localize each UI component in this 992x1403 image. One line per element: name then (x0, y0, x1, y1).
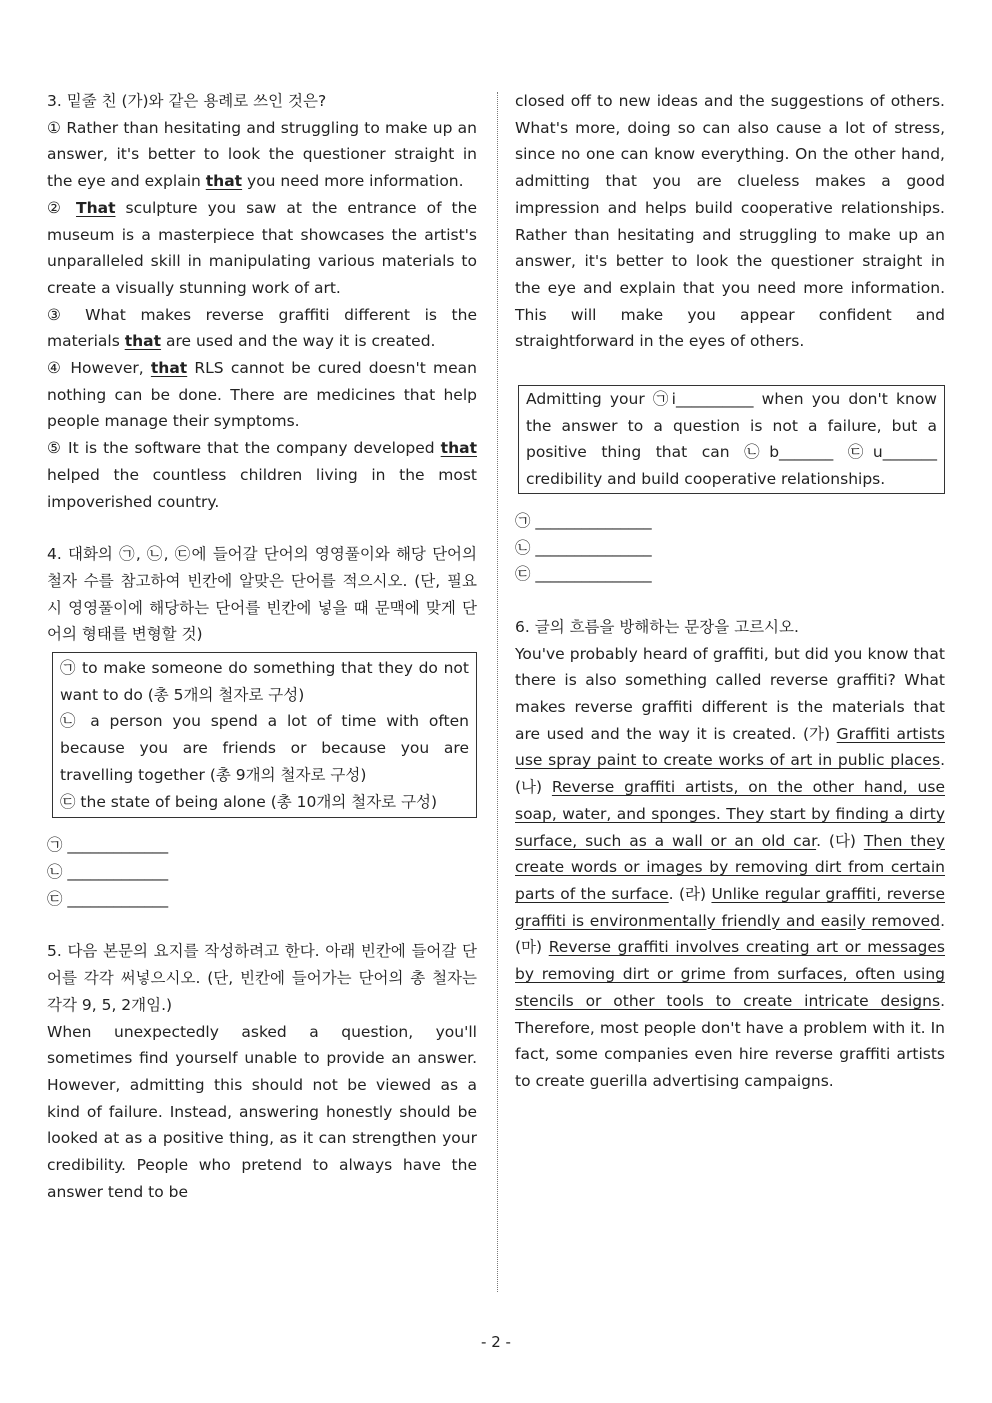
sentence-marker-da: (다) (828, 831, 856, 850)
question-4-title: 4. 대화의 ㉠, ㉡, ㉢에 들어갈 단어의 영영풀이와 해당 단어의 철자 수를 참고하여 빈칸에 알맞은 단어를 적으시오. (단, 필요 시 영영풀이에 해당하는 단어를 빈칸에 넣을 때 문맥에 맞게 단어의 형태를 변형할 것) (47, 545, 477, 644)
sentence-ga: Graffiti artists use spray paint to create works of art in public places (515, 724, 945, 770)
question-3-option-3 (47, 302, 477, 355)
answer-blank-2[interactable]: ㉡ _____________ (47, 862, 169, 881)
option-text: you need more information. (242, 172, 464, 191)
spacer (47, 515, 477, 541)
question-3-title: 3. 밑줄 친 (가)와 같은 용례로 쓰인 것은? (47, 92, 327, 110)
option-number: ③ (47, 305, 71, 324)
option-text: RLS cannot be cured doesn't mean nothing can be done. There are medicines that help people manage their symptoms. (47, 359, 477, 431)
definitions-box (52, 652, 477, 818)
summary-text: Admitting your ㉠i__________ when you don't know the answer to a question is not a failure, but a positive thing that can ㉡b_______ ㉢u_______ credibility and build cooperative relationships. (526, 390, 937, 489)
option-text: Rather than hesitating and struggling to make up an answer, it's better to look the questioner straight in the eye and explain (47, 118, 477, 191)
sentence-na: Reverse graffiti artists, on the other hand, use soap, water, and sponges. They start by finding a dirty surface, such as a wall or an old car (515, 778, 945, 850)
question-3-option-1 (47, 115, 477, 195)
underlined-word: That (76, 198, 116, 217)
option-number: ④ (47, 359, 64, 378)
spacer (515, 355, 945, 381)
summary-box (518, 385, 945, 494)
sentence-da: Then they create words or images by removing dirt from certain parts of the surface (515, 831, 945, 903)
underlined-word: that (150, 359, 188, 378)
question-3-option-2 (47, 195, 477, 302)
question-3-option-5 (47, 435, 477, 515)
sentence-ra: Unlike regular graffiti, reverse graffiti is environmentally friendly and easily removed (515, 884, 946, 930)
sentence-marker-ga: (가) (802, 724, 831, 743)
option-text: are used and the way it is created. (161, 332, 436, 351)
right-column (515, 88, 945, 1095)
question-6-passage: You've probably heard of graffiti, but did you know that there is also something called reverse graffiti? What makes reverse graffiti different is the materials that are used and the way it is created. (가) Graffiti artists use spray paint to create works of art in public places. (나) Reverse graffiti artists, on the other hand, use soap, water, and sponges. They start by finding a dirty surface, such as a wall or an old car. (다) Then they create words or images by removing dirt from certain parts of the surface. (라) Unlike regular graffiti, reverse graffiti is environmentally friendly and easily removed. (마) Reverse graffiti involves creating art or messages by removing dirt or grime from surfaces, often using stencils or other tools to create intricate designs. Therefore, most people don't have a problem with it. In fact, some companies even hire reverse graffiti artists to create guerilla advertising campaigns. (515, 644, 946, 1090)
passage-outro: Therefore, most people don't have a problem with it. In fact, some companies even hire reverse graffiti artists to create guerilla advertising campaigns. (515, 1018, 945, 1090)
question-5-title: 5. 다음 본문의 요지를 작성하려고 한다. 아래 빈칸에 들어갈 단어를 각각 써넣으시오. (단, 빈칸에 들어가는 단어의 총 철자는 각각 9, 5, 2개임.) (47, 942, 477, 1014)
option-number: ① (47, 118, 62, 137)
answer-blank-3[interactable]: ㉢ _______________ (515, 565, 652, 584)
sentence-ma: Reverse graffiti involves creating art or messages by removing dirt or grime from surfaces, often using stencils or other tools to create intricate designs (515, 938, 945, 1010)
sentence-marker-na: (나) (515, 778, 543, 797)
passage-intro: You've probably heard of graffiti, but did you know that there is also something called reverse graffiti? What makes reverse graffiti different is the materials that are used and the way it is created. (515, 644, 945, 743)
option-text: sculpture you saw at the entrance of the museum is a masterpiece that showcases the artist's unparalleled skill in manipulating various materials to create a visually stunning work of art. (47, 198, 477, 297)
question-6-title: 6. 글의 흐름을 방해하는 문장을 고르시오. (515, 617, 799, 636)
sentence-marker-ma: (마) (515, 938, 543, 957)
left-column (47, 88, 477, 1205)
answer-blank-2[interactable]: ㉡ _______________ (515, 538, 652, 557)
spacer (47, 912, 477, 938)
definition-2: ㉡ a person you spend a lot of time with often because you are friends or because you are travelling together (총 9개의 철자로 구성) (60, 712, 469, 784)
underlined-word: that (205, 172, 243, 191)
option-text: What makes reverse graffiti different is the materials (47, 305, 477, 351)
underlined-word: that (440, 439, 477, 458)
answer-blank-1[interactable]: ㉠ _____________ (47, 836, 169, 855)
spacer (47, 818, 477, 832)
underlined-word: that (124, 332, 162, 351)
question-5-passage-part-2: closed off to new ideas and the suggestions of others. What's more, doing so can also cause a lot of stress, since no one can know everything. On the other hand, admitting that you are clueless makes a good impression and helps build cooperative relationships. Rather than hesitating and struggling to make up an answer, it's better to look the questioner straight in the eye and explain that you need more information. This will make you appear confident and straightforward in the eyes of others. (515, 92, 945, 351)
option-text: It is the software that the company developed (62, 439, 441, 458)
page-number: - 2 - (481, 1333, 511, 1351)
definition-3: ㉢ the state of being alone (총 10개의 철자로 구성) (60, 792, 438, 811)
column-divider (497, 92, 498, 1292)
option-text: helped the countless children living in the most impoverished country. (47, 465, 477, 511)
sentence-marker-ra: (라) (678, 884, 707, 903)
spacer (515, 494, 945, 508)
spacer (515, 588, 945, 614)
question-5-passage-part-1: When unexpectedly asked a question, you'll sometimes find yourself unable to provide an answer. However, admitting this should not be viewed as a kind of failure. Instead, answering honestly should be looked at as a positive thing, as it can strengthen your credibility. People who pretend to always have the answer tend to be (47, 1022, 477, 1201)
option-number: ⑤ (47, 439, 62, 458)
answer-blank-1[interactable]: ㉠ _______________ (515, 511, 652, 530)
option-text: However, (63, 359, 151, 378)
answer-blank-3[interactable]: ㉢ _____________ (47, 889, 169, 908)
question-3-option-4 (47, 355, 477, 435)
definition-1: ㉠ to make someone do something that they do not want to do (총 5개의 철자로 구성) (60, 659, 469, 704)
option-number: ② (47, 198, 77, 217)
